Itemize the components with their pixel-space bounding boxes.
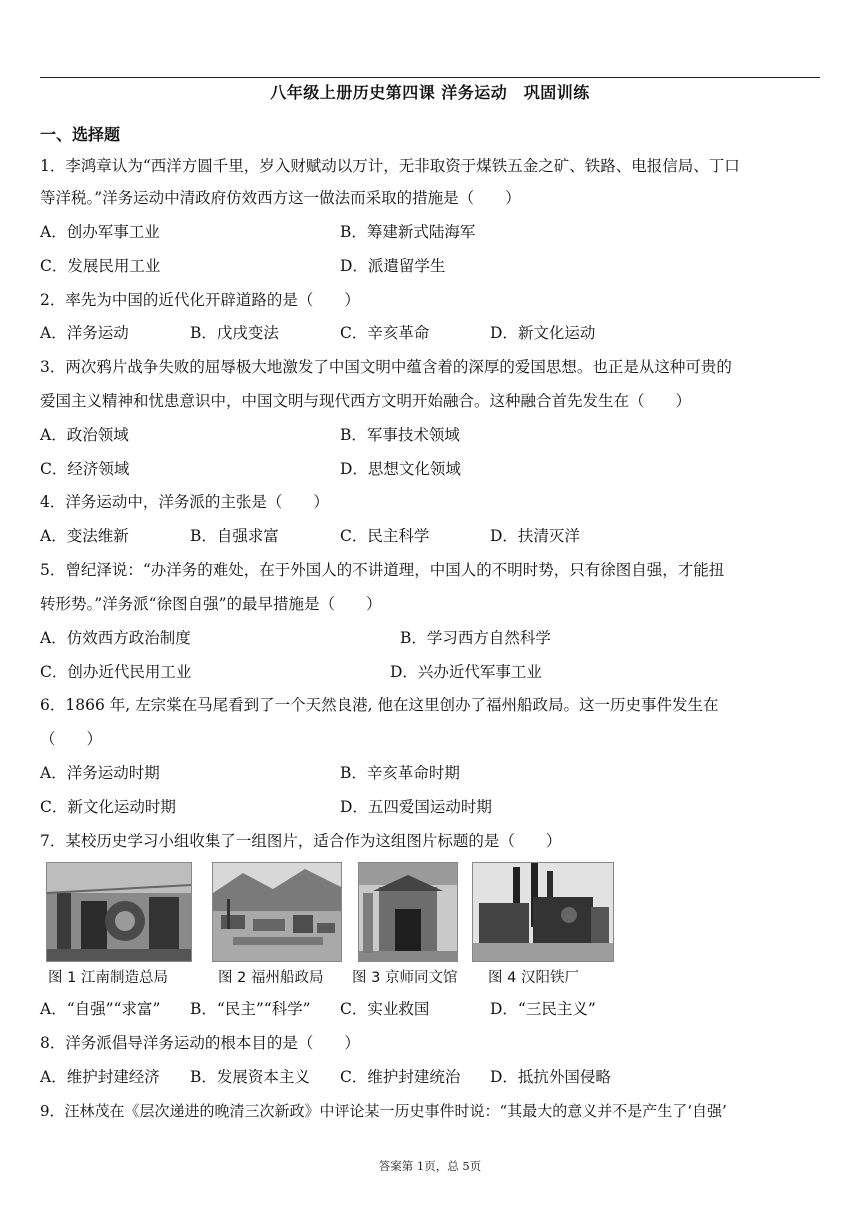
q1-option-b[interactable]: B．筹建新式陆海军 [340, 223, 476, 241]
q7-option-b[interactable]: B．“民主”“科学” [190, 1000, 311, 1018]
q1-option-a[interactable]: A．创办军事工业 [40, 223, 160, 241]
q2-option-d[interactable]: D．新文化运动 [490, 324, 596, 342]
q2-option-a[interactable]: A．洋务运动 [40, 324, 129, 342]
q8-option-c[interactable]: C．维护封建统治 [340, 1068, 461, 1086]
q1-stem-line2: 等洋税。”洋务运动中清政府仿效西方这一做法而采取的措施是（ ） [40, 189, 521, 207]
figure-3-caption: 图 3 京师同文馆 [352, 970, 458, 986]
section-heading: 一、选择题 [40, 125, 121, 144]
figure-1-caption: 图 1 江南制造总局 [48, 970, 168, 986]
page-footer: 答案第 1页，总 5页 [378, 1159, 482, 1173]
figure-4-caption: 图 4 汉阳铁厂 [488, 970, 579, 986]
q1-option-d[interactable]: D．派遣留学生 [340, 257, 446, 275]
figure-2-caption: 图 2 福州船政局 [218, 970, 324, 986]
q2-option-c[interactable]: C．辛亥革命 [340, 324, 430, 342]
q7-option-d[interactable]: D．“三民主义” [490, 1000, 596, 1018]
q5-option-c[interactable]: C．创办近代民用工业 [40, 663, 192, 681]
q1-option-c[interactable]: C．发展民用工业 [40, 257, 161, 275]
q4-option-a[interactable]: A．变法维新 [40, 527, 129, 545]
q8-option-a[interactable]: A．维护封建经济 [40, 1068, 160, 1086]
q5-option-a[interactable]: A．仿效西方政治制度 [40, 629, 191, 647]
q3-stem-line1: 3．两次鸦片战争失败的屈辱极大地激发了中国文明中蕴含着的深厚的爱国思想。也正是从这种可贵的 [40, 358, 732, 376]
q5-stem-line1: 5．曾纪泽说：“办洋务的难处，在于外国人的不讲道理，中国人的不明时势，只有徐图自强，才能扭 [40, 561, 725, 579]
q7-option-c[interactable]: C．实业救国 [340, 1000, 430, 1018]
q4-option-d[interactable]: D．扶清灭洋 [490, 527, 580, 545]
q5-option-b[interactable]: B．学习西方自然科学 [400, 629, 551, 647]
q6-option-c[interactable]: C．新文化运动时期 [40, 798, 176, 816]
figure-jiangnan-arsenal [46, 862, 192, 962]
header-rule [40, 77, 820, 78]
q8-option-b[interactable]: B．发展资本主义 [190, 1068, 310, 1086]
figure-fuzhou-shipyard [212, 862, 342, 962]
q8-stem-line1: 8．洋务派倡导洋务运动的根本目的是（ ） [40, 1034, 360, 1052]
q6-option-a[interactable]: A．洋务运动时期 [40, 764, 160, 782]
q3-option-c[interactable]: C．经济领域 [40, 460, 130, 478]
q6-option-b[interactable]: B．辛亥革命时期 [340, 764, 460, 782]
q5-stem-line2: 转形势。”洋务派“徐图自强”的最早措施是（ ） [40, 595, 382, 613]
q6-stem-line1: 6．1866 年, 左宗棠在马尾看到了一个天然良港, 他在这里创办了福州船政局。这一历史事件发生在 [40, 696, 719, 714]
q2-option-b[interactable]: B．戊戌变法 [190, 324, 279, 342]
q8-option-d[interactable]: D．抵抗外国侵略 [490, 1068, 611, 1086]
q4-option-b[interactable]: B．自强求富 [190, 527, 279, 545]
q4-option-c[interactable]: C．民主科学 [340, 527, 430, 545]
q5-option-d[interactable]: D．兴办近代军事工业 [390, 663, 542, 681]
q3-stem-line2: 爱国主义精神和忧患意识中，中国文明与现代西方文明开始融合。这种融合首先发生在（ ） [40, 392, 692, 410]
q7-option-a[interactable]: A．“自强”“求富” [40, 1000, 161, 1018]
figure-hanyang-ironworks [472, 862, 614, 962]
q6-option-d[interactable]: D．五四爱国运动时期 [340, 798, 492, 816]
q7-figure-row [40, 862, 620, 990]
q9-stem-line1: 9．汪林茂在《层次递进的晚清三次新政》中评论某一历史事件时说：“其最大的意义并不是产生了‘自强’ [40, 1102, 727, 1120]
q3-option-a[interactable]: A．政治领域 [40, 426, 129, 444]
q2-stem-line1: 2．率先为中国的近代化开辟道路的是（ ） [40, 291, 360, 309]
page-title: 八年级上册历史第四课 洋务运动 巩固训练 [270, 83, 590, 102]
q3-option-b[interactable]: B．军事技术领域 [340, 426, 460, 444]
q4-stem-line1: 4．洋务运动中，洋务派的主张是（ ） [40, 493, 329, 511]
q6-stem-line2: （ ） [40, 730, 103, 748]
figure-tongwen-guan [358, 862, 458, 962]
q1-stem-line1: 1．李鸿章认为“西洋方圆千里，岁入财赋动以万计，无非取资于煤铁五金之矿、铁路、电报信局、丁口 [40, 157, 740, 175]
q7-stem-line1: 7．某校历史学习小组收集了一组图片，适合作为这组图片标题的是（ ） [40, 832, 562, 850]
q3-option-d[interactable]: D．思想文化领域 [340, 460, 461, 478]
